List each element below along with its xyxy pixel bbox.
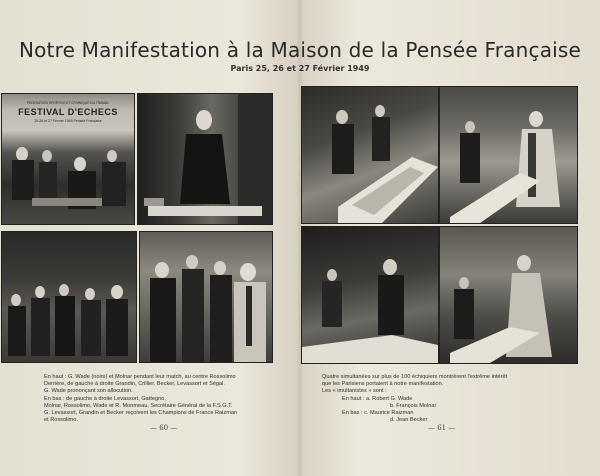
- left-caption: [44, 374, 274, 424]
- banner-line-federation: FEDERATION SPORTIVE ET GYMNIQUE DU TRAVAIL: [26, 101, 110, 105]
- photo-simul-molnar: [439, 86, 578, 224]
- right-caption-line: En haut : a. Robert G. Wade: [342, 395, 413, 402]
- banner-line-dates: 25-26 et 27 Février 1949 Pensée Française: [34, 119, 102, 123]
- left-caption-line: G. Wade prononçant son allocution.: [44, 388, 133, 395]
- right-caption-line: que les Parisiens portaient à notre manifestation.: [322, 381, 444, 388]
- photo-simul-boards-4: [440, 227, 577, 363]
- right-caption: [322, 374, 572, 424]
- left-caption-line: Derrière, de gauche à droite Grandin, Crillier, Becker, Levassort et Ségal.: [44, 381, 225, 388]
- photo-officials-line: [1, 231, 137, 363]
- right-caption-line: En bas : c. Maurice Raizman: [342, 410, 414, 417]
- photo-figures-group: [140, 232, 272, 362]
- photo-wade-speech: [137, 93, 273, 225]
- photo-simul-wade: [301, 86, 439, 224]
- photo-champions: [139, 231, 273, 363]
- page-number-right: — 61 —: [428, 424, 456, 432]
- photo-figures-row: [2, 232, 136, 362]
- left-caption-line: et Rossolimo.: [44, 417, 78, 424]
- page-subtitle: Paris 25, 26 et 27 Février 1949: [230, 64, 370, 73]
- photo-simul-boards-3: [302, 227, 438, 363]
- photo-simul-boards-2: [440, 87, 577, 223]
- right-caption-line: d. Jean Becker: [390, 417, 428, 424]
- banner-line-festival: FESTIVAL D'ECHECS: [18, 107, 118, 117]
- left-caption-line: Molnar, Rossolimo, Wade et R. Monmeau, Secrétaire Général de la F.S.G.T.: [44, 402, 233, 409]
- photo-figures: [2, 94, 134, 224]
- page-number-left: — 60 —: [150, 424, 178, 432]
- photo-banner-match: [1, 93, 135, 225]
- right-caption-line: b. François Molnar: [390, 402, 437, 409]
- photo-figure-speaker: [138, 94, 272, 224]
- photo-simul-becker: [439, 226, 578, 364]
- right-caption-line: Les « imultanistes » sont :: [322, 388, 387, 395]
- left-caption-line: En haut : G. Wade (noirs) et Molnar pendant leur match, au centre Rossolimo: [44, 374, 236, 380]
- photo-simul-boards: [302, 87, 438, 223]
- right-caption-line: Quatre simultanées sur plus de 100 échiquiers montrèrent l'extrême intérêt: [322, 374, 508, 380]
- photo-simul-raizman: [301, 226, 439, 364]
- left-caption-line: G. Levassort, Grandin et Becker reçoivent les Champions de France Raizman: [44, 410, 238, 417]
- page-title: Notre Manifestation à la Maison de la Pensée Française: [18, 38, 582, 62]
- left-caption-line: En bas : de gauche à droite Levassort, Gattegno,: [44, 395, 166, 402]
